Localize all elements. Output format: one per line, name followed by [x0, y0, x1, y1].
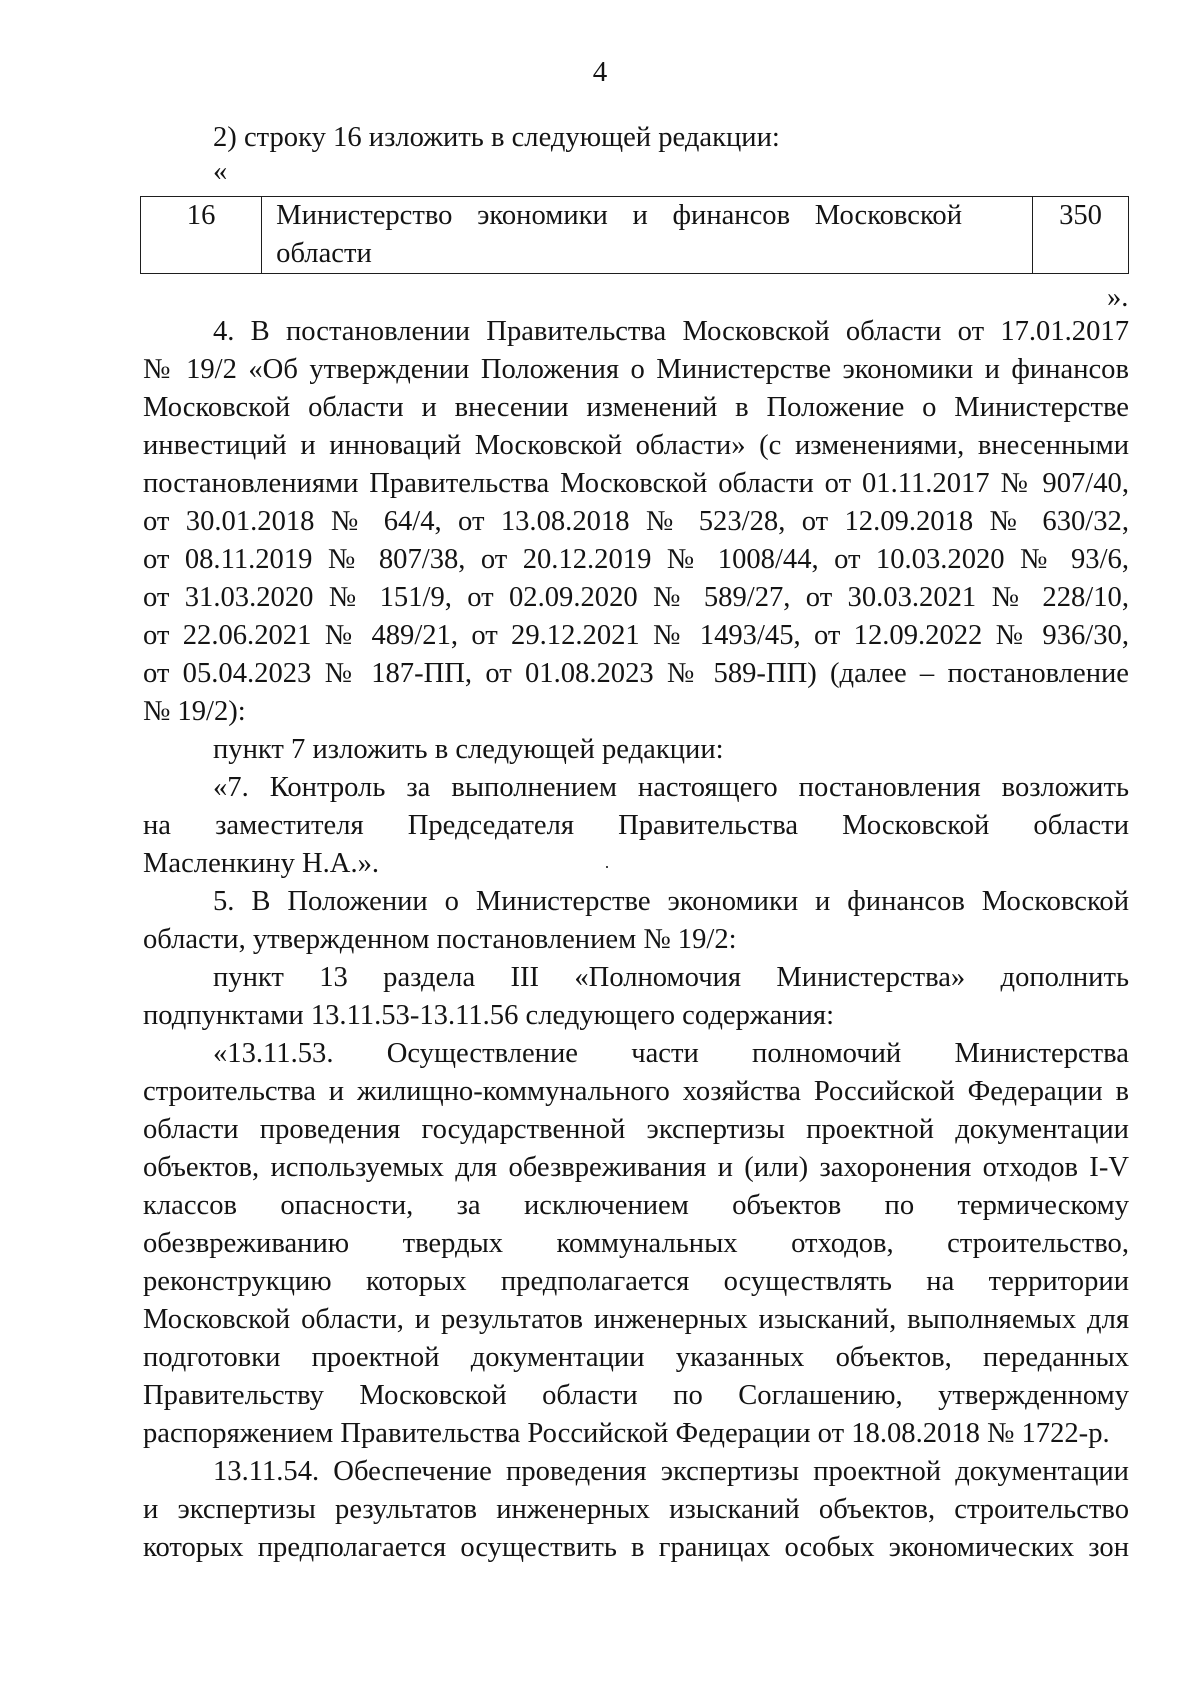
section-4-line-6: от 30.01.2018 № 64/4, от 13.08.2018 № 523/28, от 12.09.2018 № 630/32,: [143, 508, 1129, 537]
organization-name-line-2: области: [276, 238, 372, 269]
section-4-line-4: инвестиций и инноваций Московской области» (с изменениями, внесенными: [143, 432, 1129, 461]
section-4-line-11: № 19/2):: [143, 696, 246, 727]
subpoint-53-line-4: объектов, используемых для обезвреживания и (или) захоронения отходов I-V: [143, 1154, 1129, 1183]
page-number: 4: [592, 56, 608, 88]
value-cell: 350: [1033, 197, 1129, 274]
subpoint-53-line-3: области проведения государственной экспертизы проектной документации: [143, 1116, 1129, 1145]
table-row: [141, 197, 1129, 274]
subpoint-53-line-1: «13.11.53. Осуществление части полномочий Министерства: [213, 1040, 1129, 1069]
subpoint-53-line-9: подготовки проектной документации указанных объектов, переданных: [143, 1344, 1129, 1373]
point-7-line-1: «7. Контроль за выполнением настоящего постановления возложить: [213, 774, 1129, 803]
section-4-line-7: от 08.11.2019 № 807/38, от 20.12.2019 № 1008/44, от 10.03.2020 № 93/6,: [143, 546, 1129, 575]
subpoint-54-line-3: которых предполагается осуществить в границах особых экономических зон: [143, 1534, 1129, 1563]
point-7-intro: пункт 7 изложить в следующей редакции:: [213, 734, 724, 765]
amendment-item-2: 2) строку 16 изложить в следующей редакции:: [213, 122, 780, 153]
section-5-line-2: области, утвержденном постановлением № 19/2:: [143, 924, 737, 955]
section-5-line-1: 5. В Положении о Министерстве экономики и финансов Московской: [213, 888, 1129, 917]
subpoint-54-line-2: и экспертизы результатов инженерных изысканий объектов, строительство: [143, 1496, 1129, 1525]
subpoint-53-line-8: Московской области, и результатов инженерных изысканий, выполняемых для: [143, 1306, 1129, 1335]
organization-name-cell: [262, 197, 1033, 274]
organization-name-line-1: Министерство экономики и финансов Московской: [276, 200, 963, 231]
section-4-line-5: постановлениями Правительства Московской области от 01.11.2017 № 907/40,: [143, 470, 1129, 499]
point-13-line-1: пункт 13 раздела III «Полномочия Министерства» дополнить: [213, 964, 1129, 993]
closing-quote: ».: [1107, 282, 1129, 313]
subpoint-53-line-6: обезвреживанию твердых коммунальных отходов, строительство,: [143, 1230, 1129, 1259]
subpoint-53-line-2: строительства и жилищно-коммунального хозяйства Российской Федерации в: [143, 1078, 1129, 1107]
subpoint-53-line-11: распоряжением Правительства Российской Федерации от 18.08.2018 № 1722-р.: [143, 1418, 1110, 1449]
scan-speck: [606, 866, 608, 868]
section-4-line-1: 4. В постановлении Правительства Московской области от 17.01.2017: [213, 318, 1129, 347]
row-number-cell: 16: [141, 197, 262, 274]
subpoint-53-line-5: классов опасности, за исключением объектов по термическому: [143, 1192, 1129, 1221]
section-4-line-10: от 05.04.2023 № 187-ПП, от 01.08.2023 № 589-ПП) (далее – постановление: [143, 660, 1129, 689]
section-4-line-9: от 22.06.2021 № 489/21, от 29.12.2021 № 1493/45, от 12.09.2022 № 936/30,: [143, 622, 1129, 651]
section-4-line-3: Московской области и внесении изменений в Положение о Министерстве: [143, 394, 1129, 423]
point-13-line-2: подпунктами 13.11.53-13.11.56 следующего содержания:: [143, 1000, 835, 1031]
amendment-table: [140, 196, 1129, 274]
subpoint-53-line-10: Правительству Московской области по Соглашению, утвержденному: [143, 1382, 1129, 1411]
opening-quote: «: [213, 156, 228, 187]
section-4-line-8: от 31.03.2020 № 151/9, от 02.09.2020 № 589/27, от 30.03.2021 № 228/10,: [143, 584, 1129, 613]
subpoint-53-line-7: реконструкцию которых предполагается осуществлять на территории: [143, 1268, 1129, 1297]
point-7-line-2: на заместителя Председателя Правительства Московской области: [143, 812, 1129, 841]
point-7-line-3: Масленкину Н.А.».: [143, 848, 380, 879]
subpoint-54-line-1: 13.11.54. Обеспечение проведения экспертизы проектной документации: [213, 1458, 1129, 1487]
section-4-line-2: № 19/2 «Об утверждении Положения о Министерстве экономики и финансов: [143, 356, 1129, 385]
